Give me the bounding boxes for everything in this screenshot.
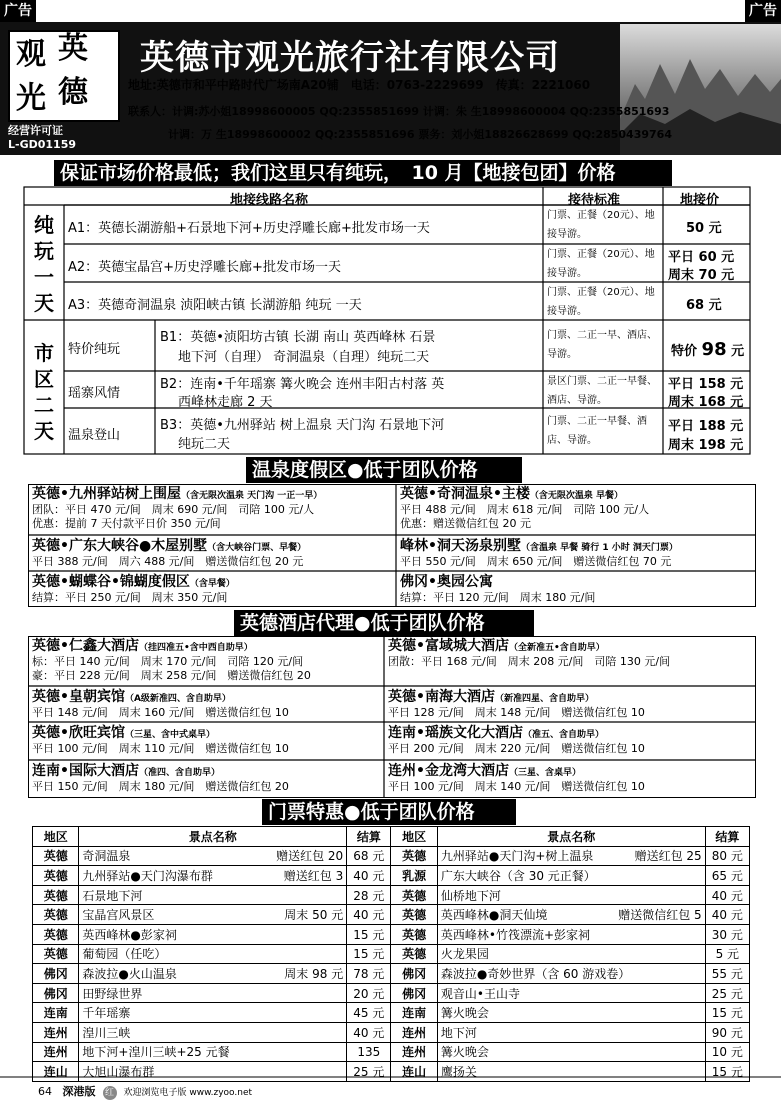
- ticket-row: [33, 866, 750, 886]
- ticket-price: 10 元: [705, 1042, 749, 1062]
- spot-name-text: 火龙果园: [440, 947, 489, 962]
- ticket-price: 135: [347, 1042, 391, 1062]
- price-b2-weekend: 周末 168 元: [668, 395, 744, 410]
- route-b3-line1: B3：英德•九州驿站 树上温泉 天门沟 石景地下河: [160, 418, 445, 433]
- ticket-row: [33, 905, 750, 925]
- ticket-spot-name: [79, 905, 347, 925]
- spot-name-header: 景点名称: [79, 827, 347, 847]
- spot-name-text: 鹰扬关: [440, 1064, 477, 1079]
- hotel-guoji: 连南•国际大酒店（准四、含自助早） 平日 150 元/间 周末 180 元/间 赠送微信红包 20: [32, 763, 289, 793]
- edition-badge-icon: 红: [103, 1086, 117, 1100]
- resort-aoyuan: 佛冈•奥园公寓 结算：平日 120 元/间 周末 180 元/间: [400, 574, 596, 604]
- ticket-price: 45 元: [347, 1003, 391, 1023]
- std-a1: 门票、正餐（20元）、地接导游。: [547, 210, 655, 240]
- ticket-spot-name: [437, 866, 705, 886]
- ticket-spot-name: [437, 905, 705, 925]
- ticket-price: 20 元: [347, 983, 391, 1003]
- ticket-table: [32, 826, 750, 1082]
- ticket-row: [33, 846, 750, 866]
- ticket-spot-name: [437, 1042, 705, 1062]
- resort-dongtian: 峰林•洞天汤泉别墅（含温泉 早餐 骑行 1 小时 洞天门票） 平日 550 元/间 周末 650 元/间 赠送微信红包 70 元: [400, 538, 678, 568]
- footer: [38, 1083, 252, 1100]
- ticket-price: 30 元: [705, 924, 749, 944]
- company-address: 地址:英德市和平中路时代广场南A20铺 电话：0763-2229699 传真：2221060: [128, 78, 591, 92]
- spot-name-text: 英西峰林•竹筏漂流+彭家祠: [440, 927, 591, 942]
- resort-qidong: 英德•奇洞温泉•主楼（含无限次温泉 早餐） 平日 488 元/间 周末 618 元/间 司陪 100 元/人 优惠：赠送微信红包 20 元: [400, 486, 650, 530]
- spot-name-header: 景点名称: [437, 827, 705, 847]
- spot-name-text: 千年瑶寨: [82, 1006, 131, 1021]
- price-a1: 50 元: [686, 221, 722, 236]
- hotel-renxin: 英德•仁鑫大酒店（挂四准五•含中西自助早） 标：平日 140 元/间 周末 170 元/间 司陪 120 元/间 豪：平日 228 元/间 周末 258 元/间 赠送微信红包 20: [32, 638, 311, 682]
- spot-name-text: 九州驿站●天门沟+树上温泉: [440, 849, 594, 864]
- ticket-spot-name: [437, 885, 705, 905]
- route-a1: A1：英德长湖游船+石景地下河+历史浮雕长廊+批发市场一天: [68, 221, 430, 236]
- route-a3: A3：英德奇洞温泉 浈阳峡古镇 长湖游船 纯玩 一天: [68, 298, 362, 313]
- std-b2: 景区门票、二正一早餐、酒店、导游。: [547, 376, 657, 406]
- spot-name-text: 广东大峡谷（含 30 元正餐）: [440, 868, 596, 883]
- ticket-price: 78 元: [347, 964, 391, 984]
- b3-category: 温泉登山: [68, 428, 121, 443]
- ticket-spot-name: [79, 944, 347, 964]
- spot-name-text: 田野绿世界: [82, 986, 143, 1001]
- route-b1-line2: 地下河（自理） 奇洞温泉（自理）纯玩二天: [178, 350, 430, 365]
- ticket-row: [33, 885, 750, 905]
- region-header: 地区: [391, 827, 437, 847]
- hotel-yaozu: 连南•瑶族文化大酒店（准五、含自助早） 平日 200 元/间 周末 220 元/间 赠送微信红包 10: [388, 725, 645, 755]
- route-b2-line1: B2：连南•千年瑶寨 篝火晚会 连州丰阳古村落 英: [160, 377, 445, 392]
- ticket-region: 佛冈: [33, 983, 79, 1003]
- ticket-price: 15 元: [705, 1062, 749, 1082]
- page-number: 64: [38, 1085, 52, 1098]
- contact-line-2: 计调：万 生18998600002 QQ:2355851696 票务：刘小姐18826628699 QQ:2850439764: [168, 128, 672, 141]
- ticket-region: 英德: [33, 944, 79, 964]
- spot-extra-note: 周末 50 元: [284, 908, 344, 923]
- ticket-spot-name: [437, 983, 705, 1003]
- ticket-price: 15 元: [347, 924, 391, 944]
- col-price-header: 地接价: [680, 193, 720, 208]
- ticket-price: 80 元: [705, 846, 749, 866]
- std-a3: 门票、正餐（20元）、地接导游。: [547, 287, 655, 317]
- hotel-huangchao: 英德•皇朝宾馆（A级新准四、含自助早） 平日 148 元/间 周末 160 元/间 赠送微信红包 10: [32, 689, 289, 719]
- ticket-header-row: [33, 827, 750, 847]
- spot-name-text: 石景地下河: [82, 888, 143, 903]
- ad-label-left: 广告: [0, 0, 36, 22]
- price-b3-weekday: 平日 188 元: [668, 419, 744, 434]
- spot-name-text: 观音山•王山寺: [440, 986, 520, 1001]
- ticket-price: 55 元: [705, 964, 749, 984]
- ticket-row: [33, 924, 750, 944]
- ticket-row: [33, 1003, 750, 1023]
- ticket-region: 英德: [391, 905, 437, 925]
- ticket-price: 40 元: [347, 1022, 391, 1042]
- spot-name-text: 森波拉●奇妙世界（含 60 游戏卷）: [440, 966, 631, 981]
- price-b3-weekend: 周末 198 元: [668, 438, 744, 453]
- price-a3: 68 元: [686, 298, 722, 313]
- price-a2-weekday: 平日 60 元: [668, 250, 735, 265]
- spot-extra-note: 赠送红包 25: [634, 849, 702, 864]
- ticket-region: 连山: [391, 1062, 437, 1082]
- ticket-row: [33, 944, 750, 964]
- spot-name-text: 森波拉●火山温泉: [82, 966, 177, 981]
- ticket-price: 40 元: [347, 905, 391, 925]
- ticket-region: 连州: [391, 1022, 437, 1042]
- ticket-region: 连州: [391, 1042, 437, 1062]
- ticket-price: 65 元: [705, 866, 749, 886]
- ticket-spot-name: [437, 924, 705, 944]
- ticket-spot-name: [437, 944, 705, 964]
- ticket-price: 5 元: [705, 944, 749, 964]
- ticket-region: 连南: [33, 1003, 79, 1023]
- b2-category: 瑶寨风情: [68, 386, 121, 401]
- spot-name-text: 英西峰林●彭家祠: [82, 927, 177, 942]
- ticket-region: 连州: [33, 1022, 79, 1042]
- route-b3-line2: 纯玩二天: [178, 437, 231, 452]
- ticket-region: 英德: [391, 885, 437, 905]
- group-two-day-label: 市区二天: [34, 341, 54, 443]
- ticket-price: 90 元: [705, 1022, 749, 1042]
- resort-jiuzhou: 英德•九州驿站树上围屋（含无限次温泉 天门沟 一正一早） 团队：平日 470 元/间 周末 690 元/间 司陪 100 元/人 优惠：提前 7 天付款平日价 350 元/间: [32, 486, 323, 530]
- ticket-region: 英德: [33, 885, 79, 905]
- ticket-region: 连山: [33, 1062, 79, 1082]
- b1-category: 特价纯玩: [68, 342, 121, 357]
- price-header: 结算: [347, 827, 391, 847]
- ticket-price: 28 元: [347, 885, 391, 905]
- spot-name-text: 奇洞温泉: [82, 849, 131, 864]
- ticket-region: 英德: [391, 846, 437, 866]
- company-logo: 观 英 光 德: [8, 30, 120, 122]
- ticket-region: 连州: [33, 1042, 79, 1062]
- spot-name-text: 湟川三峡: [82, 1025, 131, 1040]
- ticket-spot-name: [79, 1062, 347, 1082]
- spot-name-text: 九州驿站●天门沟瀑布群: [82, 868, 213, 883]
- edition-label: 深港版: [62, 1085, 96, 1098]
- std-a2: 门票、正餐（20元）、地接导游。: [547, 249, 655, 279]
- ticket-spot-name: [79, 885, 347, 905]
- price-a2-weekend: 周末 70 元: [668, 268, 735, 283]
- ticket-spot-name: [79, 846, 347, 866]
- price-b1: 特价 98 元: [671, 339, 745, 360]
- ticket-row: [33, 1042, 750, 1062]
- region-header: 地区: [33, 827, 79, 847]
- std-b3: 门票、二正一早餐、酒店、导游。: [547, 416, 647, 446]
- ticket-price: 40 元: [347, 866, 391, 886]
- route-b1-line1: B1：英德•浈阳坊古镇 长湖 南山 英西峰林 石景: [160, 330, 436, 345]
- ticket-section-title: 门票特惠●低于团队价格: [262, 799, 516, 825]
- price-b2-weekday: 平日 158 元: [668, 377, 744, 392]
- ticket-region: 英德: [33, 924, 79, 944]
- hotel-jinlongwan: 连州•金龙湾大酒店（三星、含桌早） 平日 100 元/间 周末 140 元/间 赠送微信红包 10: [388, 763, 645, 793]
- ticket-spot-name: [79, 1003, 347, 1023]
- spot-name-text: 仙桥地下河: [440, 888, 501, 903]
- ticket-spot-name: [79, 964, 347, 984]
- spot-name-text: 篝火晚会: [440, 1006, 489, 1021]
- ticket-spot-name: [437, 846, 705, 866]
- std-b1: 门票、二正一早、酒店、导游。: [547, 330, 657, 360]
- spot-name-text: 宝晶宫风景区: [82, 908, 155, 923]
- ticket-spot-name: [437, 964, 705, 984]
- ticket-price: 15 元: [347, 944, 391, 964]
- spot-extra-note: 赠送红包 20: [276, 849, 344, 864]
- spot-name-text: 大旭山瀑布群: [82, 1064, 155, 1079]
- ticket-price: 25 元: [705, 983, 749, 1003]
- ticket-region: 英德: [391, 924, 437, 944]
- spot-name-text: 地下河: [440, 1025, 477, 1040]
- ticket-row: [33, 1062, 750, 1082]
- ad-label-right: 广告: [745, 0, 781, 22]
- contact-line-1: 联系人：计调:苏小姐18998600005 QQ:2355851699 计调：朱 生18998600004 QQ:2355851693: [128, 105, 670, 118]
- spot-name-text: 地下河+湟川三峡+25 元餐: [82, 1045, 230, 1060]
- ticket-price: 15 元: [705, 1003, 749, 1023]
- ticket-region: 英德: [33, 866, 79, 886]
- license-info: 经营许可证 L-GD01159: [8, 124, 77, 151]
- company-name: 英德市观光旅行社有限公司: [140, 38, 560, 78]
- ticket-price: 68 元: [347, 846, 391, 866]
- group-one-day-label: 纯玩一天: [34, 213, 54, 315]
- route-b2-line2: 西峰林走廊 2 天: [178, 395, 273, 410]
- ticket-region: 连南: [391, 1003, 437, 1023]
- ticket-spot-name: [79, 983, 347, 1003]
- ticket-region: 佛冈: [391, 964, 437, 984]
- spot-name-text: 英西峰林●洞天仙境: [440, 908, 548, 923]
- ticket-region: 英德: [391, 944, 437, 964]
- spot-extra-note: 周末 98 元: [284, 966, 344, 981]
- resort-section-title: 温泉度假区●低于团队价格: [246, 457, 522, 483]
- ticket-region: 佛冈: [33, 964, 79, 984]
- col-route-header: 地接线路名称: [230, 193, 309, 208]
- col-standard-header: 接待标准: [568, 193, 621, 208]
- website-link[interactable]: 欢迎浏览电子版 www.zyoo.net: [123, 1088, 253, 1098]
- ticket-row: [33, 1022, 750, 1042]
- ticket-spot-name: [437, 1022, 705, 1042]
- hotel-nanhai: 英德•南海大酒店（新准四星、含自助早） 平日 128 元/间 周末 148 元/间 赠送微信红包 10: [388, 689, 645, 719]
- hotel-section-title: 英德酒店代理●低于团队价格: [234, 610, 534, 636]
- ticket-region: 佛冈: [391, 983, 437, 1003]
- resort-grand-canyon: 英德•广东大峡谷●木屋别墅（含大峡谷门票、早餐） 平日 388 元/间 周六 488 元/间 赠送微信红包 20 元: [32, 538, 307, 568]
- ticket-spot-name: [437, 1062, 705, 1082]
- footer-rule: [0, 1076, 781, 1078]
- ticket-spot-name: [437, 1003, 705, 1023]
- ticket-price: 40 元: [705, 885, 749, 905]
- ticket-region: 乳源: [391, 866, 437, 886]
- tour-section-title: 保证市场价格最低；我们这里只有纯玩， 10 月【地接包团】价格: [54, 160, 672, 186]
- ticket-region: 英德: [33, 846, 79, 866]
- ticket-spot-name: [79, 924, 347, 944]
- spot-extra-note: 赠送红包 3: [283, 868, 344, 883]
- spot-name-text: 篝火晚会: [440, 1045, 489, 1060]
- ticket-spot-name: [79, 1042, 347, 1062]
- route-a2: A2：英德宝晶宫+历史浮雕长廊+批发市场一天: [68, 260, 341, 275]
- ticket-price: 40 元: [705, 905, 749, 925]
- hotel-fuyucheng: 英德•富域城大酒店（全新准五•含自助早） 团散：平日 168 元/间 周末 208 元/间 司陪 130 元/间: [388, 638, 671, 668]
- ticket-price: 25 元: [347, 1062, 391, 1082]
- hotel-xinwang: 英德•欣旺宾馆（三星、含中式桌早） 平日 100 元/间 周末 110 元/间 赠送微信红包 10: [32, 725, 289, 755]
- ticket-region: 英德: [33, 905, 79, 925]
- spot-extra-note: 赠送微信红包 5: [618, 908, 702, 923]
- ticket-row: [33, 964, 750, 984]
- spot-name-text: 葡萄园（任吃）: [82, 947, 167, 962]
- price-header: 结算: [705, 827, 749, 847]
- resort-butterfly: 英德•蝴蝶谷•锦蝴度假区（含早餐） 结算：平日 250 元/间 周末 350 元/间: [32, 574, 235, 604]
- ticket-spot-name: [79, 1022, 347, 1042]
- ticket-row: [33, 983, 750, 1003]
- ticket-spot-name: [79, 866, 347, 886]
